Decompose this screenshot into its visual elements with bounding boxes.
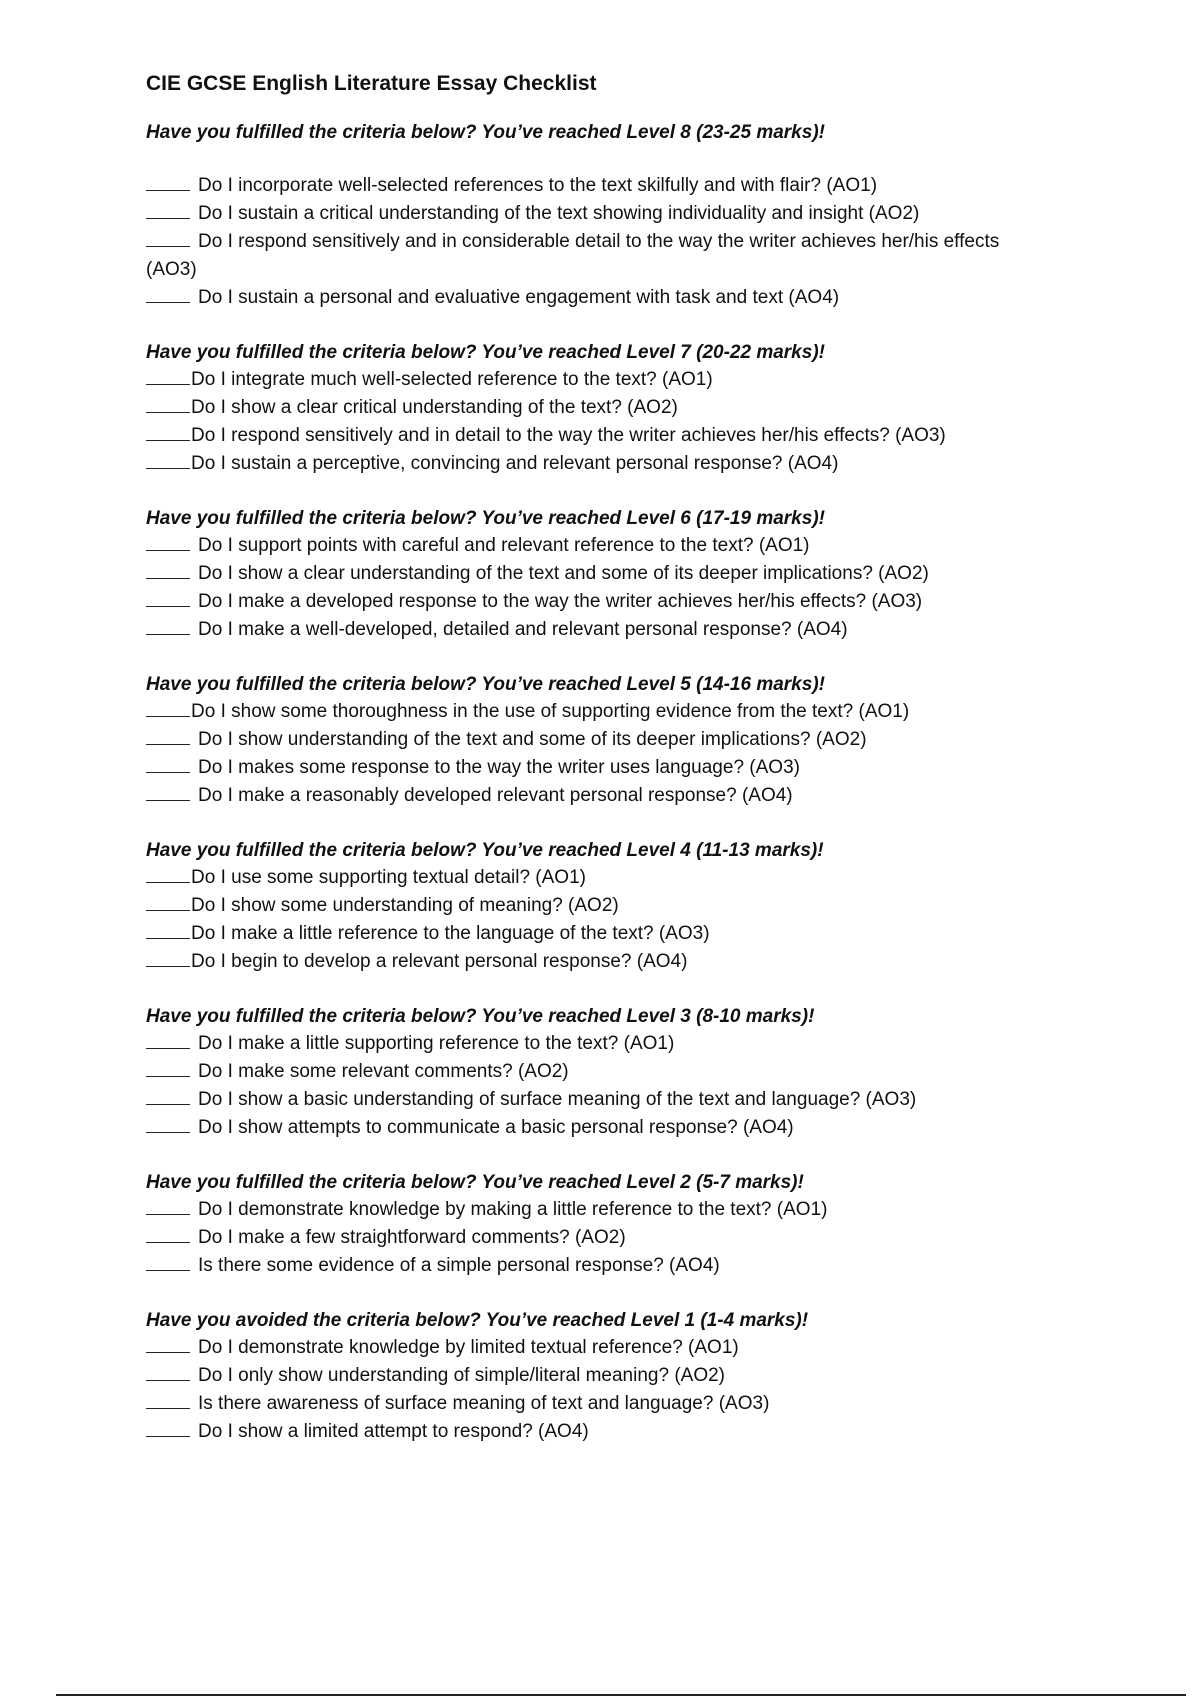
item-text: Do I show a clear understanding of the text and some of its deeper implications? (AO2) [198,563,929,584]
tick-blank[interactable] [146,1114,190,1133]
item-text: Do I demonstrate knowledge by making a little reference to the text? (AO1) [198,1199,828,1220]
tick-blank[interactable] [146,172,190,191]
tick-blank[interactable] [146,1030,190,1049]
item-text: Is there some evidence of a simple personal response? (AO4) [198,1255,720,1276]
checklist-item [146,1196,1046,1224]
tick-blank[interactable] [146,782,190,801]
item-text: Do I support points with careful and relevant reference to the text? (AO1) [198,535,810,556]
tick-blank[interactable] [146,1334,190,1353]
item-text: Do I demonstrate knowledge by limited textual reference? (AO1) [198,1337,739,1358]
tick-blank[interactable] [146,394,190,413]
checklist-item [146,948,1046,976]
checklist-item [146,394,1046,422]
tick-blank[interactable] [146,450,190,469]
tick-blank[interactable] [146,532,190,551]
item-text: Do I respond sensitively and in detail to the way the writer achieves her/his effects? (AO3) [191,425,946,446]
checklist-item [146,366,1046,394]
checklist-item [146,532,1046,560]
tick-blank[interactable] [146,948,190,967]
tick-blank[interactable] [146,1390,190,1409]
checklist-item [146,284,1046,312]
section-heading: Have you fulfilled the criteria below? You’ve reached Level 3 (8-10 marks)! [146,1006,815,1027]
checklist-item [146,782,1046,810]
tick-blank[interactable] [146,284,190,303]
checklist-item [146,920,1046,948]
tick-blank[interactable] [146,1362,190,1381]
item-text: Do I make a little supporting reference to the text? (AO1) [198,1033,675,1054]
tick-blank[interactable] [146,366,190,385]
item-text: Do I show some understanding of meaning? (AO2) [191,895,619,916]
checklist-item [146,1418,1046,1446]
item-text: Do I incorporate well-selected references to the text skilfully and with flair? (AO1) [198,175,878,196]
tick-blank[interactable] [146,1418,190,1437]
item-text: Do I show a limited attempt to respond? (AO4) [198,1421,589,1442]
tick-blank[interactable] [146,920,190,939]
item-text: Do I use some supporting textual detail? (AO1) [191,867,586,888]
item-text: Do I show understanding of the text and some of its deeper implications? (AO2) [198,729,867,750]
checklist-item [146,754,1046,782]
tick-blank[interactable] [146,754,190,773]
item-text: Do I make a developed response to the way the writer achieves her/his effects? (AO3) [198,591,923,612]
tick-blank[interactable] [146,1196,190,1215]
item-text: Do I sustain a perceptive, convincing and relevant personal response? (AO4) [191,453,839,474]
item-text: Do I respond sensitively and in considerable detail to the way the writer achieves her/his effects (AO3) [146,231,1000,280]
item-text: Do I sustain a personal and evaluative engagement with task and text (AO4) [198,287,840,308]
checklist-item [146,1362,1046,1390]
checklist-item [146,1030,1046,1058]
checklist-item [146,450,1046,478]
section-level-7 [146,340,1046,478]
item-text: Do I only show understanding of simple/literal meaning? (AO2) [198,1365,725,1386]
tick-blank[interactable] [146,698,190,717]
tick-blank[interactable] [146,228,190,247]
checklist-item [146,1252,1046,1280]
item-text: Do I show some thoroughness in the use of supporting evidence from the text? (AO1) [191,701,910,722]
tick-blank[interactable] [146,726,190,745]
section-heading: Have you fulfilled the criteria below? You’ve reached Level 8 (23-25 marks)! [146,122,825,143]
item-text: Do I begin to develop a relevant personal response? (AO4) [191,951,688,972]
tick-blank[interactable] [146,1224,190,1243]
checklist-item [146,864,1046,892]
section-heading: Have you fulfilled the criteria below? You’ve reached Level 2 (5-7 marks)! [146,1172,804,1193]
checklist-item [146,172,1046,200]
section-level-1 [146,1308,1046,1446]
item-text: Do I show a clear critical understanding of the text? (AO2) [191,397,678,418]
section-heading: Have you fulfilled the criteria below? You’ve reached Level 5 (14-16 marks)! [146,674,825,695]
checklist-item [146,1086,1046,1114]
checklist-item [146,726,1046,754]
section-level-2 [146,1170,1046,1280]
checklist-item [146,228,1046,284]
checklist-item [146,892,1046,920]
item-text: Do I make a little reference to the language of the text? (AO3) [191,923,710,944]
checklist-item [146,1390,1046,1418]
item-text: Do I makes some response to the way the writer uses language? (AO3) [198,757,800,778]
item-text: Do I show attempts to communicate a basic personal response? (AO4) [198,1117,794,1138]
item-text: Do I show a basic understanding of surface meaning of the text and language? (AO3) [198,1089,917,1110]
section-level-4 [146,838,1046,976]
checklist-item [146,422,1046,450]
tick-blank[interactable] [146,1058,190,1077]
item-text: Do I sustain a critical understanding of the text showing individuality and insight (AO2) [198,203,920,224]
item-text: Do I make a reasonably developed relevant personal response? (AO4) [198,785,793,806]
tick-blank[interactable] [146,422,190,441]
item-text: Do I integrate much well-selected reference to the text? (AO1) [191,369,713,390]
page-divider [56,1694,1186,1696]
section-level-8 [146,120,1046,312]
item-text: Is there awareness of surface meaning of text and language? (AO3) [198,1393,770,1414]
section-heading: Have you fulfilled the criteria below? You’ve reached Level 7 (20-22 marks)! [146,342,825,363]
section-level-6 [146,506,1046,644]
tick-blank[interactable] [146,560,190,579]
section-heading: Have you fulfilled the criteria below? You’ve reached Level 6 (17-19 marks)! [146,508,825,529]
checklist-item [146,1114,1046,1142]
tick-blank[interactable] [146,892,190,911]
checklist-item [146,1224,1046,1252]
checklist-item [146,698,1046,726]
checklist-item [146,560,1046,588]
checklist-page [146,70,1046,1446]
section-level-3 [146,1004,1046,1142]
checklist-item [146,1058,1046,1086]
tick-blank[interactable] [146,1252,190,1271]
tick-blank[interactable] [146,864,190,883]
tick-blank[interactable] [146,616,190,635]
section-level-5 [146,672,1046,810]
section-heading: Have you avoided the criteria below? You’ve reached Level 1 (1-4 marks)! [146,1310,809,1331]
checklist-item [146,200,1046,228]
tick-blank[interactable] [146,588,190,607]
item-text: Do I make some relevant comments? (AO2) [198,1061,569,1082]
item-text: Do I make a well-developed, detailed and relevant personal response? (AO4) [198,619,848,640]
tick-blank[interactable] [146,200,190,219]
page-title: CIE GCSE English Literature Essay Checklist [146,72,597,95]
section-heading: Have you fulfilled the criteria below? You’ve reached Level 4 (11-13 marks)! [146,840,824,861]
checklist-item [146,588,1046,616]
checklist-item [146,1334,1046,1362]
tick-blank[interactable] [146,1086,190,1105]
item-text: Do I make a few straightforward comments? (AO2) [198,1227,626,1248]
checklist-item [146,616,1046,644]
